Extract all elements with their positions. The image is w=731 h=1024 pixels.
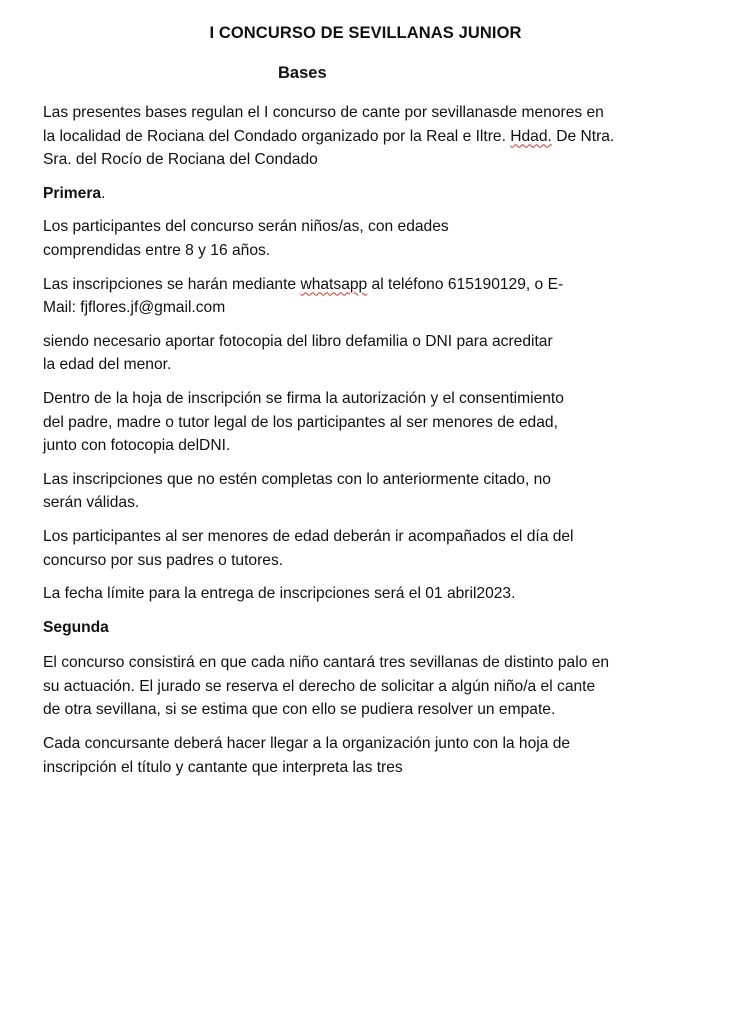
primera-heading-label: Primera [43,184,102,202]
intro-paragraph [43,101,703,172]
primera-p2-line-1-start: Las inscripciones se harán mediante [43,275,301,293]
primera-p6-line-2: concurso por sus padres o tutores. [43,551,284,569]
segunda-p2-line-2: inscripción el título y cantante que interpreta las tres [43,758,403,776]
intro-line-2-start: la localidad de Rociana del Condado organizado por la Real e Iltre. [43,127,511,145]
spellcheck-flagged-word: whatsapp [300,275,368,293]
intro-line-1: Las presentes bases regulan el I concurso de cante por sevillanasde menores en [43,104,604,121]
segunda-p1-line-2: su actuación. El jurado se reserva el derecho de solicitar a algún niño/a el cante [43,677,596,695]
section-heading-segunda: Segunda [43,618,109,636]
document-title: I CONCURSO DE SEVILLANAS JUNIOR [209,24,522,42]
primera-p2-line-2: Mail: fjflores.jf@gmail.com [43,299,226,317]
primera-p4-line-1: Dentro de la hoja de inscripción se firma la autorización y el consentimiento [43,389,564,407]
primera-paragraph-5 [43,468,703,515]
primera-p2-line-1-end: al teléfono 615190129, o E- [367,275,564,293]
intro-line-2-end: De Ntra. [551,127,615,145]
document-body [43,101,703,789]
primera-p1-line-2: comprendidas entre 8 y 16 años. [43,241,271,259]
intro-line-3: Sra. del Rocío de Rociana del Condado [43,151,318,169]
primera-p3-line-1: siendo necesario aportar fotocopia del libro defamilia o DNI para acreditar [43,332,553,350]
primera-heading-suffix: . [101,184,106,202]
primera-p1-line-1: Los participantes del concurso serán niños/as, con edades [43,218,449,236]
segunda-p2-line-1: Cada concursante deberá hacer llegar a la organización junto con la hoja de [43,735,571,753]
document-subtitle: Bases [278,64,327,82]
primera-paragraph-4 [43,387,703,458]
primera-paragraph-2 [43,273,703,320]
primera-p2-line-1 [43,273,703,297]
primera-p3-line-2: la edad del menor. [43,356,172,374]
primera-p6-line-1: Los participantes al ser menores de edad deberán ir acompañados el día del [43,527,574,545]
primera-paragraph-1 [43,215,703,262]
segunda-paragraph-2 [43,732,703,779]
primera-p4-line-2: del padre, madre o tutor legal de los participantes al ser menores de edad, [43,413,558,431]
spellcheck-flagged-word: Hdad. [510,127,552,145]
primera-p5-line-1: Las inscripciones que no estén completas con lo anteriormente citado, no [43,470,551,488]
segunda-p1-line-1: El concurso consistirá en que cada niño cantará tres sevillanas de distinto palo en [43,654,610,672]
primera-p4-line-3: junto con fotocopia delDNI. [43,437,231,455]
primera-paragraph-6 [43,525,703,572]
primera-paragraph-3 [43,330,703,377]
primera-p7-line-1: La fecha límite para la entrega de inscripciones será el 01 abril2023. [43,585,516,603]
section-heading-primera [43,182,703,206]
intro-line-2 [43,125,703,149]
primera-p5-line-2: serán válidas. [43,494,140,512]
segunda-paragraph-1 [43,651,703,722]
segunda-p1-line-3: de otra sevillana, si se estima que con ello se pudiera resolver un empate. [43,701,556,719]
primera-paragraph-7 [43,582,703,606]
